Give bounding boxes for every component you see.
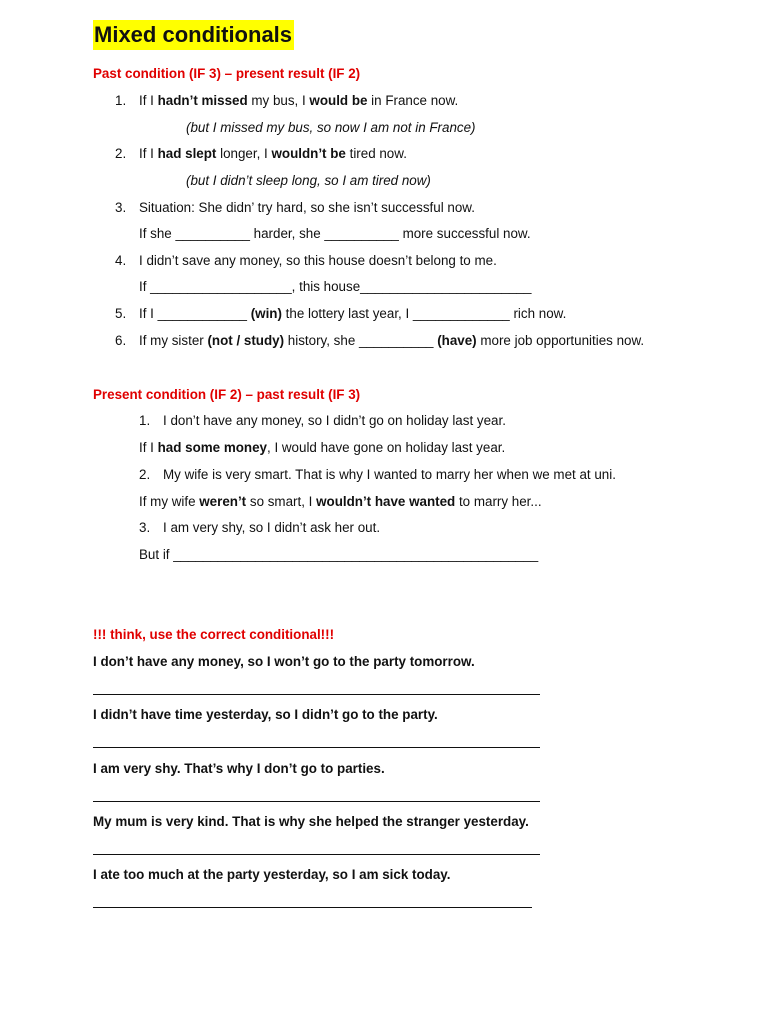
section2-heading: Present condition (IF 2) – past result (IF 3)	[93, 387, 361, 402]
answer-line-4[interactable]	[93, 854, 540, 855]
text: in France now.	[367, 93, 459, 108]
s1-item-4-fill: If ___________________, this house_______________________	[139, 279, 532, 294]
item-number: 4.	[115, 253, 127, 268]
exercise-prompt-3: I am very shy. That’s why I don’t go to parties.	[93, 761, 385, 776]
bold-text: weren’t	[199, 494, 247, 509]
text: If I	[139, 146, 158, 161]
text: , I would have gone on holiday last year.	[267, 440, 506, 455]
bold-text: wouldn’t have wanted	[316, 494, 456, 509]
answer-line-5[interactable]	[93, 907, 532, 908]
item-number: 3.	[115, 200, 127, 215]
bold-text: wouldn’t be	[271, 146, 346, 161]
text: I am very shy, so I didn’t ask her out.	[163, 520, 381, 535]
s1-item-1	[115, 92, 458, 110]
text: to marry her...	[455, 494, 542, 509]
text: the lottery last year, I _____________ rich now.	[281, 306, 567, 321]
bold-text: had some money	[157, 440, 267, 455]
s1-item-3-fill: If she __________ harder, she __________ more successful now.	[139, 226, 531, 241]
s1-item-5	[115, 305, 566, 323]
exercise-prompt-2: I didn’t have time yesterday, so I didn’t go to the party.	[93, 707, 438, 722]
exercise-prompt-4: My mum is very kind. That is why she helped the stranger yesterday.	[93, 814, 529, 829]
item-number: 1.	[139, 413, 151, 428]
text: tired now.	[345, 146, 407, 161]
section3-heading: !!! think, use the correct conditional!!!	[93, 627, 335, 642]
text: my bus, I	[247, 93, 310, 108]
text: longer, I	[216, 146, 272, 161]
s1-item-1-note	[186, 119, 476, 137]
bold-text: hadn’t missed	[157, 93, 248, 108]
s1-item-2	[115, 145, 407, 163]
s2-item-1-answer	[139, 439, 505, 457]
s1-item-6	[115, 332, 644, 350]
item-number: 5.	[115, 306, 127, 321]
text: Situation: She didn’ try hard, so she isn’t successful now.	[139, 200, 475, 215]
bold-text: would be	[309, 93, 368, 108]
section1-heading: Past condition (IF 3) – present result (IF 2)	[93, 66, 361, 81]
exercise-prompt-5: I ate too much at the party yesterday, so I am sick today.	[93, 867, 451, 882]
page-title: Mixed conditionals	[93, 20, 294, 50]
bold-text: had slept	[157, 146, 217, 161]
s2-item-2	[139, 466, 616, 484]
s2-item-3	[139, 519, 380, 537]
s2-item-1	[139, 412, 506, 430]
item-number: 1.	[115, 93, 127, 108]
text: If my sister	[139, 333, 208, 348]
s1-item-4	[115, 252, 497, 270]
text: I don’t have any money, so I didn’t go on holiday last year.	[163, 413, 506, 428]
bold-text: (win)	[250, 306, 282, 321]
bold-text: (have)	[437, 333, 477, 348]
answer-line-3[interactable]	[93, 801, 540, 802]
text: more job opportunities now.	[476, 333, 645, 348]
answer-line-2[interactable]	[93, 747, 540, 748]
text: I didn’t save any money, so this house doesn’t belong to me.	[139, 253, 497, 268]
text: If my wife	[139, 494, 200, 509]
text: If I	[139, 440, 158, 455]
s2-item-3-answer: But if _________________________________________________	[139, 547, 539, 562]
answer-line-1[interactable]	[93, 694, 540, 695]
s1-item-2-note	[186, 172, 431, 190]
text: My wife is very smart. That is why I wanted to marry her when we met at uni.	[163, 467, 616, 482]
item-number: 2.	[115, 146, 127, 161]
s2-item-2-answer	[139, 493, 542, 511]
bold-text: (not / study)	[207, 333, 285, 348]
s1-item-3	[115, 199, 475, 217]
text: If I ____________	[139, 306, 251, 321]
note-text: (but I missed my bus, so now I am not in France)	[186, 120, 476, 135]
text: so smart, I	[246, 494, 317, 509]
text: If I	[139, 93, 158, 108]
exercise-prompt-1: I don’t have any money, so I won’t go to the party tomorrow.	[93, 654, 475, 669]
text: history, she __________	[284, 333, 438, 348]
note-text: (but I didn’t sleep long, so I am tired now)	[186, 173, 431, 188]
item-number: 3.	[139, 520, 151, 535]
item-number: 6.	[115, 333, 127, 348]
item-number: 2.	[139, 467, 151, 482]
